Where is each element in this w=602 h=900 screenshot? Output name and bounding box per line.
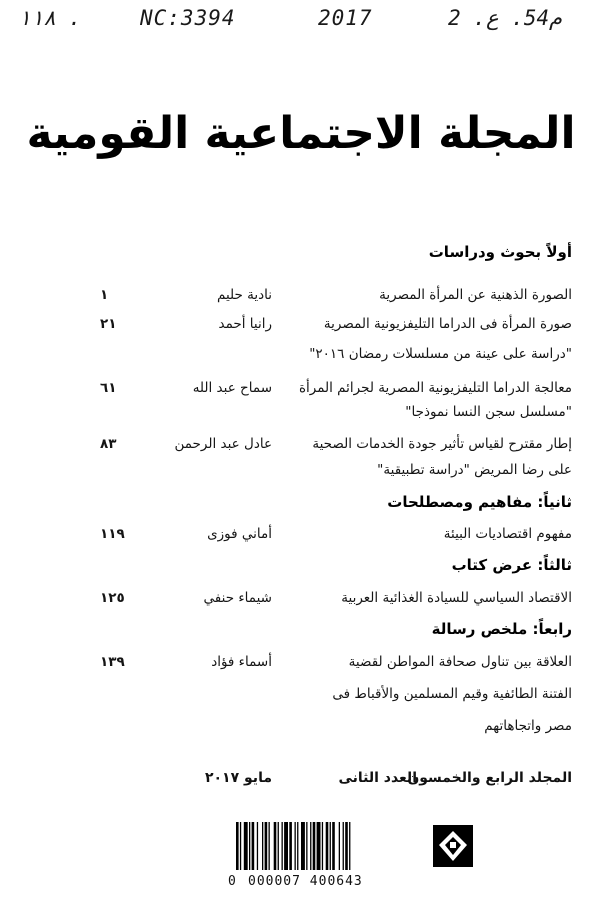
article-title: العلاقة بين تناول صحافة المواطن لقضية bbox=[348, 654, 572, 670]
article-author: أسماء فؤاد bbox=[211, 654, 272, 670]
article-page: ٦١ bbox=[100, 380, 117, 396]
toc-row bbox=[100, 380, 572, 402]
section-heading-thesis: رابعاً: ملخص رسالة bbox=[431, 620, 572, 638]
article-title: الصورة الذهنية عن المرأة المصرية bbox=[379, 287, 572, 303]
article-title-continuation: الفتنة الطائفية وقيم المسلمين والأقباط فى bbox=[332, 686, 572, 702]
issue-footer bbox=[140, 770, 572, 794]
article-title: صورة المرأة فى الدراما التليفزيونية المصرية bbox=[323, 316, 572, 332]
barcode-block bbox=[228, 822, 478, 892]
article-title-continuation: مصر واتجاهاتهم bbox=[484, 718, 572, 734]
barcode-graphic bbox=[236, 822, 396, 877]
issue-label: العدد الثانى bbox=[338, 770, 417, 786]
article-page: ٢١ bbox=[100, 316, 117, 332]
section-heading-research: أولاً بحوث ودراسات bbox=[428, 243, 572, 261]
article-page: ١ bbox=[100, 287, 109, 303]
article-author: سماح عبد الله bbox=[192, 380, 272, 396]
article-author: نادية حليم bbox=[216, 287, 272, 303]
toc-row bbox=[100, 654, 572, 676]
article-title: معالجة الدراما التليفزيونية المصرية لجرائم المرأة bbox=[298, 380, 572, 396]
handwritten-mark-left: ١١٨ . bbox=[18, 6, 82, 30]
article-author: رانيا أحمد bbox=[218, 316, 272, 332]
toc-row bbox=[100, 287, 572, 309]
barcode-left-digit: 0 bbox=[228, 874, 236, 889]
article-page: ١٣٩ bbox=[100, 654, 125, 670]
handwritten-volume-issue: م54. ع. 2 bbox=[448, 6, 562, 30]
article-title-continuation: "دراسة على عينة من مسلسلات رمضان ٢٠١٦" bbox=[309, 346, 572, 362]
article-author: أماني فوزى bbox=[207, 526, 272, 542]
handwritten-catalog-code: NC:3394 bbox=[140, 6, 236, 30]
toc-row bbox=[100, 590, 572, 612]
volume-label: المجلد الرابع والخمسون bbox=[407, 770, 572, 786]
toc-row bbox=[100, 316, 572, 338]
article-title: مفهوم اقتصاديات البيئة bbox=[443, 526, 572, 542]
article-page: ١٢٥ bbox=[100, 590, 125, 606]
section-heading-book-review: ثالثاً: عرض كتاب bbox=[451, 556, 572, 574]
journal-title: المجلة الاجتماعية القومية bbox=[26, 108, 576, 159]
article-author: عادل عبد الرحمن bbox=[174, 436, 272, 452]
article-author: شيماء حنفي bbox=[203, 590, 272, 606]
publisher-emblem-icon bbox=[433, 825, 473, 867]
section-heading-concepts: ثانياً: مفاهيم ومصطلحات bbox=[387, 493, 572, 511]
issue-date: مايو ٢٠١٧ bbox=[204, 770, 272, 786]
article-title: الاقتصاد السياسي للسيادة الغذائية العربية bbox=[341, 590, 572, 606]
toc-row bbox=[100, 436, 572, 458]
article-title-continuation: على رضا المريض "دراسة تطبيقية" bbox=[377, 462, 572, 478]
article-page: ١١٩ bbox=[100, 526, 125, 542]
article-title: إطار مقترح لقياس تأثير جودة الخدمات الصحية bbox=[312, 436, 572, 452]
toc-row bbox=[100, 526, 572, 548]
handwritten-year: 2017 bbox=[318, 6, 373, 30]
article-title-continuation: "مسلسل سجن النسا نموذجا" bbox=[405, 404, 572, 420]
barcode-number: 000007 400643 bbox=[248, 874, 363, 889]
article-page: ٨٣ bbox=[100, 436, 117, 452]
